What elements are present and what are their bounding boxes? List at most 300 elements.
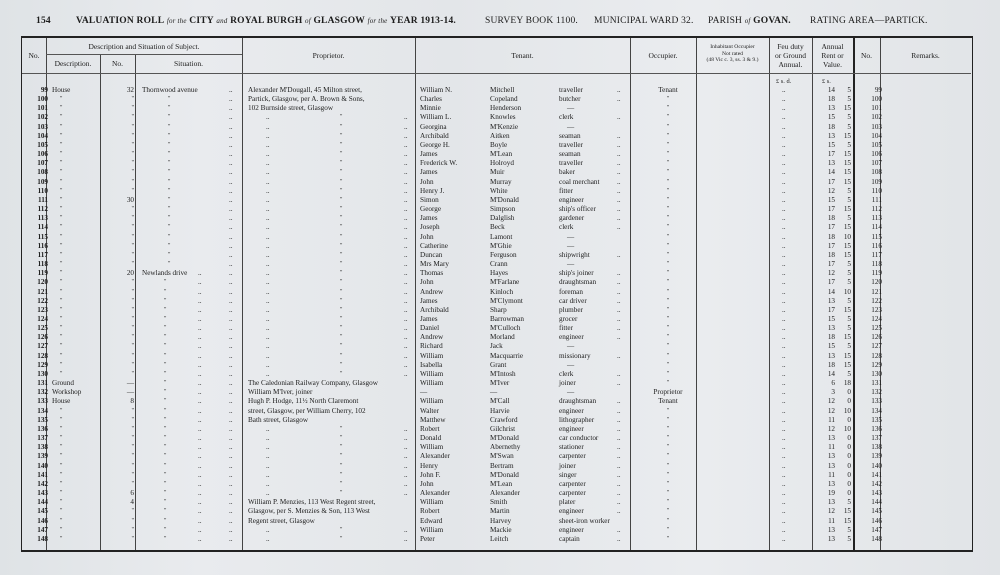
entry-number: 111	[38, 195, 48, 204]
rent-shillings: 5	[847, 113, 851, 122]
leader-dots: ..	[198, 360, 202, 369]
tenant-occupation: —	[567, 388, 575, 397]
leader-dots: ..	[229, 489, 233, 498]
rent-shillings: 15	[843, 223, 851, 232]
leader-dots: ..	[229, 205, 233, 214]
entry-number-right: 138	[871, 443, 882, 452]
leader-dots: ..	[404, 525, 408, 534]
leader-dots: ..	[198, 369, 202, 378]
proprietor-cell: Hugh P. Hodge, 11½ North Claremont	[248, 397, 359, 406]
leader-dots: ..	[229, 122, 233, 131]
entry-number-right: 135	[871, 415, 882, 424]
tenant-occupation: carpenter	[559, 479, 586, 488]
rating-area: RATING AREA—PARTICK.	[810, 16, 928, 26]
tenant-occupation: carpenter	[559, 452, 586, 461]
rent-pounds: 17	[827, 278, 835, 287]
rent-shillings: 5	[847, 342, 851, 351]
tenant-last-name: Smith	[490, 498, 508, 507]
rent-pounds: 18	[827, 333, 835, 342]
leader-dots: ..	[617, 195, 621, 204]
ditto-mark: "	[340, 114, 343, 121]
table-row	[22, 333, 974, 342]
leader-dots: ..	[617, 452, 621, 461]
street-number-cell: "	[131, 123, 134, 130]
occupier-cell: "	[666, 407, 670, 414]
entry-number: 110	[37, 186, 48, 195]
tenant-occupation: seaman	[559, 150, 581, 159]
situation-cell: "	[168, 224, 171, 231]
entry-number: 113	[37, 214, 48, 223]
title-part: CITY	[189, 16, 214, 26]
occupier-cell: "	[666, 224, 670, 231]
header-rule	[22, 73, 971, 74]
leader-dots: ..	[782, 168, 786, 177]
leader-dots: ..	[229, 296, 233, 305]
leader-dots: ..	[266, 351, 270, 360]
description-cell: House	[52, 86, 71, 94]
entry-number: 112	[37, 205, 48, 214]
leader-dots: ..	[229, 324, 233, 333]
leader-dots: ..	[617, 269, 621, 278]
leader-dots: ..	[617, 498, 621, 507]
leader-dots: ..	[404, 159, 408, 168]
street-number-cell: "	[131, 480, 134, 487]
tenant-first-name: Catherine	[420, 241, 448, 250]
entry-number: 137	[37, 434, 48, 443]
entry-number-right: 111	[871, 195, 882, 204]
tenant-last-name: Grant	[490, 360, 507, 369]
ditto-mark: "	[340, 206, 343, 213]
ditto-mark: "	[340, 123, 343, 130]
leader-dots: ..	[617, 86, 621, 94]
leader-dots: ..	[782, 498, 786, 507]
rent-pounds: 12	[827, 269, 835, 278]
tenant-occupation: coal merchant	[559, 177, 600, 186]
table-row	[22, 205, 974, 214]
tenant-occupation: —	[567, 122, 575, 131]
tenant-first-name: John	[420, 278, 434, 287]
table-row	[22, 526, 974, 535]
ditto-mark: "	[340, 343, 343, 350]
leader-dots: ..	[404, 177, 408, 186]
occupier-cell: "	[666, 334, 670, 341]
table-row	[22, 535, 974, 544]
street-number-cell: "	[131, 261, 134, 268]
tenant-last-name: Jack	[490, 342, 503, 351]
tenant-first-name: Thomas	[420, 269, 444, 278]
situation-cell: "	[164, 334, 167, 341]
leader-dots: ..	[782, 95, 786, 104]
tenant-last-name: Mitchell	[490, 86, 515, 94]
ditto-mark: "	[340, 535, 343, 542]
leader-dots: ..	[617, 250, 621, 259]
tenant-last-name: Sharp	[490, 305, 507, 314]
leader-dots: ..	[617, 168, 621, 177]
header-line: or Ground	[774, 51, 807, 60]
leader-dots: ..	[266, 443, 270, 452]
occupier-cell: Tenant	[658, 86, 678, 94]
tenant-last-name: Morland	[490, 333, 515, 342]
leader-dots: ..	[266, 278, 270, 287]
leader-dots: ..	[404, 315, 408, 323]
tenant-first-name: James	[420, 315, 438, 323]
street-number-cell: "	[131, 224, 134, 231]
leader-dots: ..	[782, 507, 786, 516]
title-part: ROYAL BURGH	[230, 16, 303, 26]
ditto-mark: "	[340, 251, 343, 258]
table-row	[22, 306, 974, 315]
situation-cell: "	[164, 407, 167, 414]
tenant-last-name: —	[490, 388, 498, 397]
leader-dots: ..	[617, 140, 621, 149]
street-number-cell: —	[126, 379, 134, 388]
leader-dots: ..	[198, 489, 202, 498]
leader-dots: ..	[229, 140, 233, 149]
leader-dots: ..	[782, 342, 786, 351]
table-row	[22, 379, 974, 388]
description-cell: "	[60, 132, 63, 139]
leader-dots: ..	[266, 140, 270, 149]
situation-cell: "	[168, 206, 171, 213]
leader-dots: ..	[198, 525, 202, 534]
rent-shillings: 0	[847, 470, 851, 479]
rent-shillings: 5	[847, 498, 851, 507]
leader-dots: ..	[617, 205, 621, 214]
occupier-cell: "	[666, 306, 670, 313]
leader-dots: ..	[229, 232, 233, 241]
col-header-proprietor: Proprietor.	[312, 51, 345, 60]
entry-number-right: 139	[871, 452, 882, 461]
situation-cell: "	[164, 526, 167, 533]
table-row	[22, 324, 974, 333]
rent-shillings: 0	[847, 388, 851, 397]
tenant-last-name: Gilchrist	[490, 424, 516, 433]
situation-cell: "	[168, 178, 171, 185]
table-row	[22, 132, 974, 141]
table-row	[22, 242, 974, 251]
leader-dots: ..	[229, 241, 233, 250]
entry-number-right: 100	[871, 95, 882, 104]
entry-number-right: 109	[871, 177, 882, 186]
leader-dots: ..	[617, 434, 621, 443]
leader-dots: ..	[782, 452, 786, 461]
entry-number-right: 103	[871, 122, 882, 131]
leader-dots: ..	[782, 534, 786, 543]
leader-dots: ..	[266, 296, 270, 305]
street-number-cell: 20	[126, 269, 134, 278]
entry-number-right: 125	[871, 324, 882, 333]
entry-number: 124	[37, 315, 48, 323]
leader-dots: ..	[229, 342, 233, 351]
ditto-mark: "	[340, 471, 343, 478]
entry-number-right: 132	[871, 388, 882, 397]
leader-dots: ..	[229, 131, 233, 140]
street-number-cell: "	[131, 361, 134, 368]
situation-cell: "	[164, 535, 167, 542]
leader-dots: ..	[404, 214, 408, 223]
street-number-cell: 4	[130, 498, 134, 507]
leader-dots: ..	[229, 287, 233, 296]
leader-dots: ..	[617, 489, 621, 498]
leader-dots: ..	[617, 186, 621, 195]
ditto-mark: "	[340, 178, 343, 185]
description-cell: "	[60, 141, 63, 148]
situation-cell: "	[168, 151, 171, 158]
leader-dots: ..	[198, 351, 202, 360]
street-number-cell: "	[131, 526, 134, 533]
leader-dots: ..	[782, 159, 786, 168]
leader-dots: ..	[617, 305, 621, 314]
tenant-occupation: engineer	[559, 195, 584, 204]
rent-units: £ s.	[822, 78, 831, 85]
rent-shillings: 15	[843, 159, 851, 168]
occupier-cell: "	[666, 279, 670, 286]
tenant-first-name: —	[420, 388, 428, 397]
description-cell: "	[60, 490, 63, 497]
leader-dots: ..	[617, 415, 621, 424]
rent-shillings: 5	[847, 324, 851, 333]
occupier-cell: "	[666, 196, 670, 203]
tenant-last-name: M'Donald	[490, 195, 519, 204]
proprietor-cell: William M'Iver, joiner	[248, 388, 313, 397]
leader-dots: ..	[617, 315, 621, 323]
tenant-occupation: stationer	[559, 443, 584, 452]
ditto-mark: "	[340, 526, 343, 533]
rent-shillings: 5	[847, 369, 851, 378]
rent-shillings: 10	[843, 287, 851, 296]
leader-dots: ..	[782, 415, 786, 424]
leader-dots: ..	[229, 479, 233, 488]
tenant-occupation: engineer	[559, 507, 584, 516]
leader-dots: ..	[404, 333, 408, 342]
rent-pounds: 13	[827, 498, 835, 507]
street-number-cell: "	[131, 187, 134, 194]
tenant-first-name: William	[420, 443, 444, 452]
ditto-mark: "	[340, 480, 343, 487]
tenant-first-name: William	[420, 525, 444, 534]
leader-dots: ..	[404, 113, 408, 122]
description-cell: "	[60, 407, 63, 414]
leader-dots: ..	[404, 122, 408, 131]
tenant-first-name: James	[420, 214, 438, 223]
tenant-first-name: Frederick W.	[420, 159, 458, 168]
rent-pounds: 13	[827, 534, 835, 543]
rent-shillings: 0	[847, 461, 851, 470]
entry-number: 130	[37, 369, 48, 378]
entry-number: 148	[37, 534, 48, 543]
tenant-last-name: Harvie	[490, 406, 510, 415]
leader-dots: ..	[266, 113, 270, 122]
entry-number: 125	[37, 324, 48, 333]
leader-dots: ..	[198, 461, 202, 470]
situation-cell: "	[164, 352, 167, 359]
leader-dots: ..	[404, 369, 408, 378]
tenant-last-name: M'Intosh	[490, 369, 516, 378]
leader-dots: ..	[229, 534, 233, 543]
situation-cell: "	[164, 316, 167, 322]
description-cell: "	[60, 261, 63, 268]
tenant-occupation: traveller	[559, 159, 583, 168]
rent-pounds: 12	[827, 186, 835, 195]
street-number-cell: "	[131, 279, 134, 286]
entry-number: 114	[37, 223, 48, 232]
occupier-cell: "	[666, 425, 670, 432]
leader-dots: ..	[617, 177, 621, 186]
situation-cell: "	[168, 96, 171, 103]
table-row	[22, 269, 974, 278]
situation-cell: "	[168, 169, 171, 176]
tenant-last-name: Harvey	[490, 516, 512, 525]
situation-cell: "	[168, 261, 171, 268]
tenant-last-name: Bertram	[490, 461, 514, 470]
tenant-occupation: traveller	[559, 140, 583, 149]
title-part: of	[305, 17, 311, 25]
leader-dots: ..	[404, 205, 408, 214]
tenant-occupation: grocer	[559, 315, 578, 323]
tenant-first-name: Andrew	[420, 333, 444, 342]
tenant-first-name: George	[420, 205, 442, 214]
municipal-ward: MUNICIPAL WARD 32.	[594, 16, 694, 26]
leader-dots: ..	[617, 406, 621, 415]
street-number-cell: "	[131, 517, 134, 524]
entry-number-right: 110	[871, 186, 882, 195]
leader-dots: ..	[404, 324, 408, 333]
leader-dots: ..	[229, 305, 233, 314]
leader-dots: ..	[266, 305, 270, 314]
ditto-mark: "	[340, 187, 343, 194]
proprietor-cell: street, Glasgow, per William Cherry, 102	[248, 406, 366, 415]
leader-dots: ..	[266, 195, 270, 204]
street-number-cell: "	[131, 242, 134, 249]
leader-dots: ..	[229, 168, 233, 177]
rent-shillings: 0	[847, 415, 851, 424]
tenant-occupation: engineer	[559, 406, 584, 415]
occupier-cell: Tenant	[658, 397, 678, 406]
description-cell: "	[60, 316, 63, 322]
tenant-occupation: draughtsman	[559, 278, 597, 287]
tenant-occupation: carpenter	[559, 489, 586, 498]
tenant-occupation: engineer	[559, 525, 584, 534]
entry-number-right: 101	[871, 104, 882, 113]
ditto-mark: "	[340, 352, 343, 359]
description-cell: "	[60, 96, 63, 103]
leader-dots: ..	[617, 525, 621, 534]
leader-dots: ..	[782, 104, 786, 113]
title-part: and	[216, 17, 228, 25]
leader-dots: ..	[782, 140, 786, 149]
tenant-last-name: Ferguson	[490, 250, 517, 259]
valuation-table	[21, 36, 973, 552]
tenant-occupation: car conductor	[559, 434, 599, 443]
leader-dots: ..	[229, 351, 233, 360]
tenant-occupation: joiner	[559, 379, 576, 388]
rent-shillings: 15	[843, 507, 851, 516]
table-row	[22, 462, 974, 471]
page-number: 154	[36, 16, 51, 26]
entry-number-right: 120	[871, 278, 882, 287]
rent-shillings: 15	[843, 177, 851, 186]
leader-dots: ..	[782, 379, 786, 388]
leader-dots: ..	[266, 232, 270, 241]
tenant-occupation: clerk	[559, 113, 574, 122]
leader-dots: ..	[404, 195, 408, 204]
entry-number-right: 115	[871, 232, 882, 241]
header-line: Rent or	[821, 51, 844, 60]
entry-number-right: 118	[871, 260, 882, 269]
tenant-first-name: Andrew	[420, 287, 444, 296]
tenant-occupation: gardener	[559, 214, 585, 223]
tenant-last-name: Kinloch	[490, 287, 514, 296]
entry-number-right: 107	[871, 159, 882, 168]
leader-dots: ..	[229, 186, 233, 195]
table-row	[22, 507, 974, 516]
entry-number: 103	[37, 122, 48, 131]
tenant-first-name: John	[420, 232, 434, 241]
leader-dots: ..	[229, 260, 233, 269]
rent-pounds: 18	[827, 95, 835, 104]
leader-dots: ..	[229, 315, 233, 323]
leader-dots: ..	[198, 287, 202, 296]
leader-dots: ..	[198, 324, 202, 333]
entry-number: 104	[37, 131, 48, 140]
rent-shillings: 10	[843, 232, 851, 241]
leader-dots: ..	[266, 461, 270, 470]
leader-dots: ..	[782, 177, 786, 186]
leader-dots: ..	[229, 388, 233, 397]
tenant-first-name: Daniel	[420, 324, 440, 333]
parish-part: of	[744, 17, 751, 25]
rent-shillings: 5	[847, 186, 851, 195]
entry-number: 117	[37, 250, 48, 259]
tenant-occupation: engineer	[559, 333, 584, 342]
tenant-first-name: Edward	[420, 516, 443, 525]
street-number-cell: "	[131, 316, 134, 322]
tenant-first-name: Richard	[420, 342, 443, 351]
street-number-cell: "	[131, 288, 134, 295]
leader-dots: ..	[782, 122, 786, 131]
tenant-first-name: James	[420, 168, 438, 177]
leader-dots: ..	[617, 150, 621, 159]
rent-shillings: 5	[847, 140, 851, 149]
situation-cell: "	[168, 233, 171, 240]
rent-shillings: 5	[847, 95, 851, 104]
leader-dots: ..	[198, 443, 202, 452]
table-row	[22, 407, 974, 416]
header-line: Feu duty	[777, 42, 804, 51]
leader-dots: ..	[229, 516, 233, 525]
leader-dots: ..	[266, 479, 270, 488]
title-part: YEAR 1913-14.	[390, 16, 456, 26]
situation-cell: "	[164, 425, 167, 432]
entry-number: 121	[37, 287, 48, 296]
ditto-mark: "	[340, 160, 343, 167]
leader-dots: ..	[782, 278, 786, 287]
tenant-last-name: M'Iver	[490, 379, 510, 388]
rent-shillings: 5	[847, 296, 851, 305]
table-row	[22, 260, 974, 269]
description-cell: "	[60, 499, 63, 506]
leader-dots: ..	[404, 186, 408, 195]
tenant-occupation: traveller	[559, 86, 583, 94]
tenant-last-name: M'Swan	[490, 452, 514, 461]
leader-dots: ..	[617, 379, 621, 388]
leader-dots: ..	[266, 223, 270, 232]
col-header-situation: Situation.	[174, 59, 203, 68]
tenant-first-name: Joseph	[420, 223, 440, 232]
situation-cell: "	[164, 343, 167, 350]
tenant-first-name: Donald	[420, 434, 442, 443]
entry-number: 109	[37, 177, 48, 186]
